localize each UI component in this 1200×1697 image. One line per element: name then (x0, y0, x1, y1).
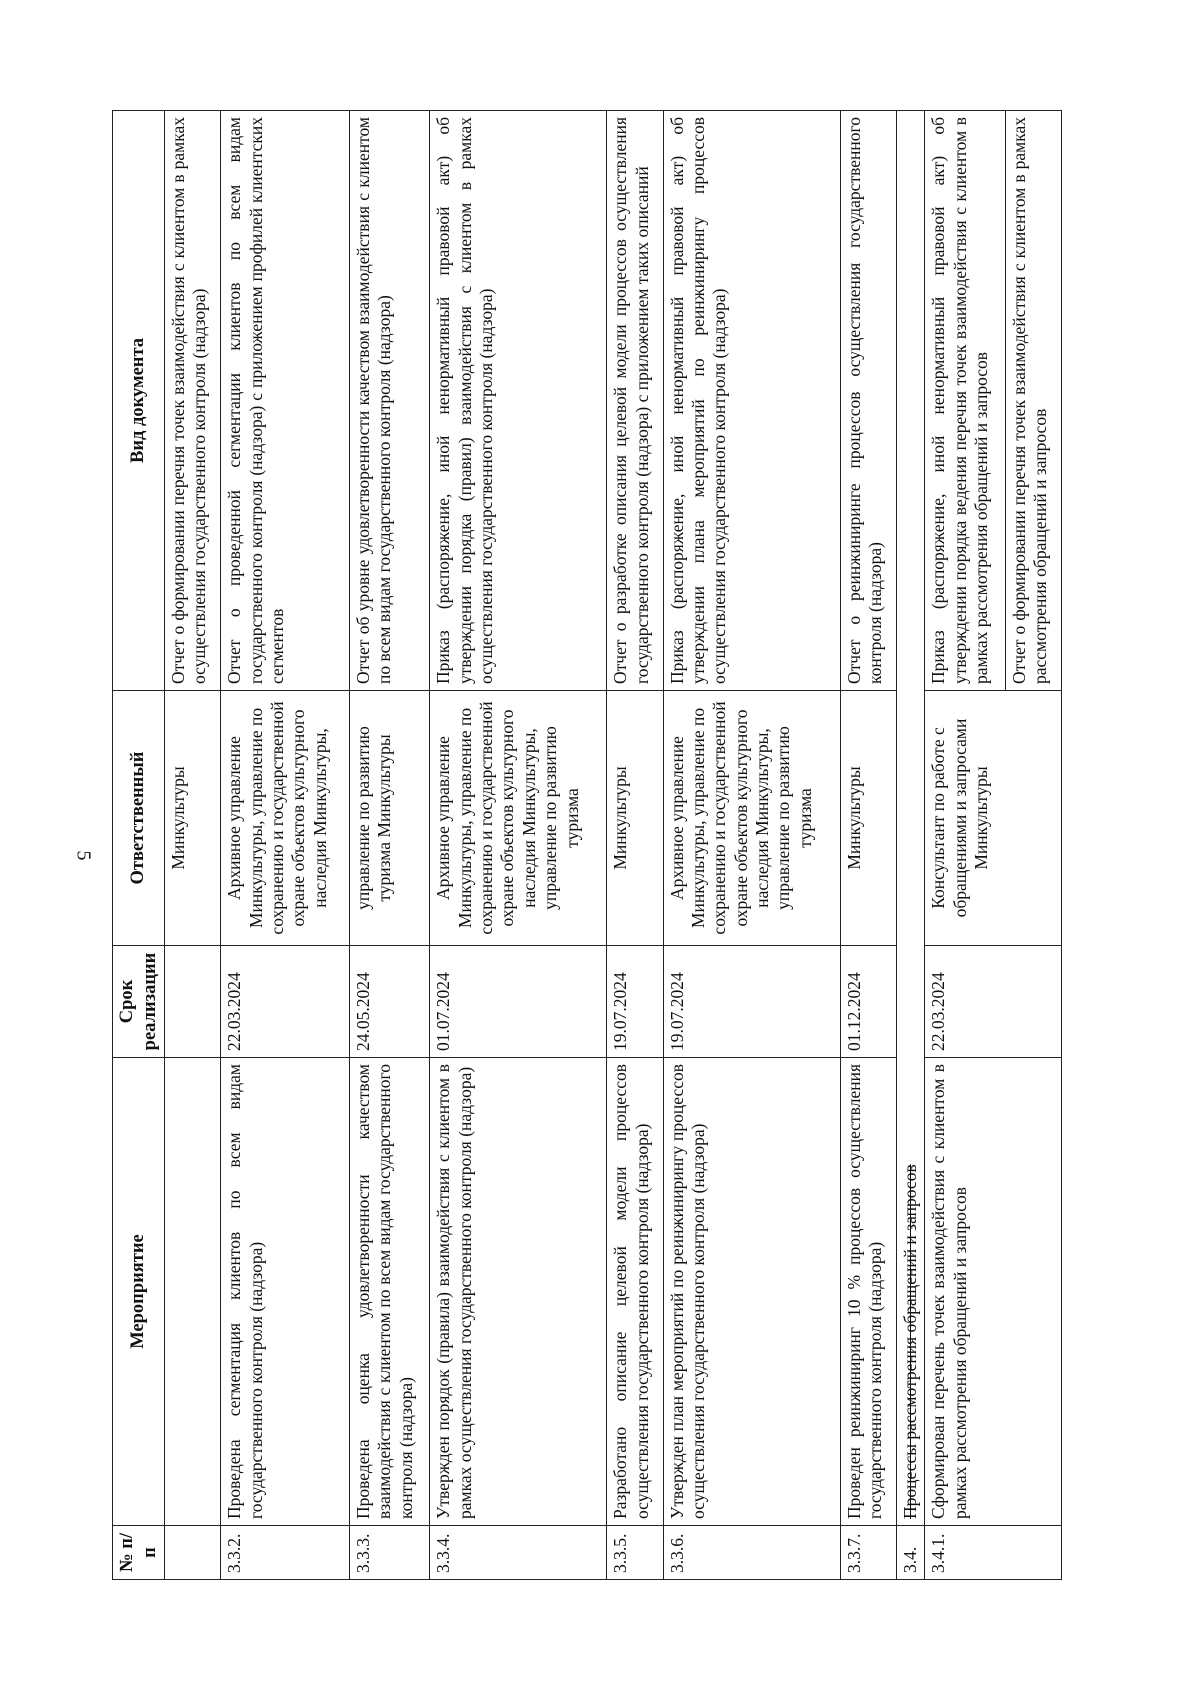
cell-document: Отчет о формировании перечня точек взаимодействия с клиентом в рамках рассмотрения обращений и запросов (1005, 111, 1061, 691)
cell-event: Утвержден порядок (правила) взаимодействия с клиентом в рамках осуществления государственного контроля (надзора) (430, 1058, 607, 1526)
table-row (840, 111, 896, 1580)
cell-num: 3.3.7. (840, 1526, 896, 1580)
table-row (165, 111, 221, 1580)
cell-num: 3.3.3. (350, 1526, 430, 1580)
cell-responsible: Минкультуры (607, 691, 663, 946)
table-row (350, 111, 430, 1580)
cell-event: Проведена оценка удовлетворенности качеством взаимодействия с клиентом по всем видам государственного контроля (надзора) (350, 1058, 430, 1526)
section-num: 3.4. (896, 1526, 924, 1580)
cell-responsible: Архивное управление Минкультуры, управление по сохранению и государственной охране объектов культурного наследия Минкультуры, управление по развитию туризма (663, 691, 840, 946)
cell-event: Проведен реинжиниринг 10 % процессов осуществления государственного контроля (надзора) (840, 1058, 896, 1526)
table-row (925, 111, 1005, 1580)
cell-document: Отчет о разработке описания целевой модели процессов осуществления государственного контроля (надзора) с приложением таких описаний (607, 111, 663, 691)
cell-responsible: Минкультуры (840, 691, 896, 946)
section-row (896, 111, 924, 1580)
cell-date: 22.03.2024 (925, 946, 1062, 1058)
section-title: Процессы рассмотрения обращений и запросов (896, 111, 924, 1526)
cell-document: Приказ (распоряжение, иной ненормативный правовой акт) об утверждении порядка (правил) взаимодействия с клиентом в рамках осуществления государственного контроля (надзора) (430, 111, 607, 691)
cell-num: 3.3.6. (663, 1526, 840, 1580)
table-row (221, 111, 350, 1580)
cell-date: 19.07.2024 (607, 946, 663, 1058)
cell-event: Проведена сегментация клиентов по всем видам государственного контроля (надзора) (221, 1058, 350, 1526)
cell-date: 01.12.2024 (840, 946, 896, 1058)
cell-event: Разработано описание целевой модели процессов осуществления государственного контроля (надзора) (607, 1058, 663, 1526)
cell-document: Отчет о формировании перечня точек взаимодействия с клиентом в рамках осуществления государственного контроля (надзора) (165, 111, 221, 691)
cell-event: Сформирован перечень точек взаимодействия с клиентом в рамках рассмотрения обращений и запросов (925, 1058, 1062, 1526)
header-responsible: Ответственный (113, 691, 165, 946)
cell-date: 24.05.2024 (350, 946, 430, 1058)
table-row (663, 111, 840, 1580)
cell-responsible: Архивное управление Минкультуры, управление по сохранению и государственной охране объектов культурного наследия Минкультуры, (221, 691, 350, 946)
cell-event (165, 1058, 221, 1526)
cell-responsible: Архивное управление Минкультуры, управление по сохранению и государственной охране объектов культурного наследия Минкультуры, управление по развитию туризма (430, 691, 607, 946)
cell-num: 3.3.5. (607, 1526, 663, 1580)
header-date: Срок реализации (113, 946, 165, 1058)
cell-document: Отчет о реинжиниринге процессов осуществления государственного контроля (надзора) (840, 111, 896, 691)
page-number: 5 (72, 850, 95, 861)
cell-date (165, 946, 221, 1058)
cell-document: Отчет об уровне удовлетворенности качеством взаимодействия с клиентом по всем видам государственного контроля (надзора) (350, 111, 430, 691)
cell-date: 19.07.2024 (663, 946, 840, 1058)
cell-num: 3.3.4. (430, 1526, 607, 1580)
plan-table (112, 110, 1062, 1580)
cell-num: 3.4.1. (925, 1526, 1062, 1580)
cell-date: 01.07.2024 (430, 946, 607, 1058)
header-event: Мероприятие (113, 1058, 165, 1526)
cell-document: Приказ (распоряжение, иной ненормативный правовой акт) об утверждении плана мероприятий по реинжинирингу процессов осуществления государственного контроля (надзора) (663, 111, 840, 691)
header-document: Вид документа (113, 111, 165, 691)
cell-date: 22.03.2024 (221, 946, 350, 1058)
cell-event: Утвержден план мероприятий по реинжинирингу процессов осуществления государственного контроля (надзора) (663, 1058, 840, 1526)
table-row (430, 111, 607, 1580)
rotated-sheet (112, 110, 1062, 1580)
cell-responsible: Консультант по работе с обращениями и запросами Минкультуры (925, 691, 1062, 946)
table-row (607, 111, 663, 1580)
cell-responsible: управление по развитию туризма Минкультуры (350, 691, 430, 946)
cell-num (165, 1526, 221, 1580)
cell-document: Отчет о проведенной сегментации клиентов по всем видам государственного контроля (надзора) с приложением профилей клиентских сегментов (221, 111, 350, 691)
cell-document: Приказ (распоряжение, иной ненормативный правовой акт) об утверждении порядка ведения перечня точек взаимодействия с клиентом в рамках рассмотрения обращений и запросов (925, 111, 1005, 691)
header-num: № п/п (113, 1526, 165, 1580)
cell-num: 3.3.2. (221, 1526, 350, 1580)
cell-responsible: Минкультуры (165, 691, 221, 946)
header-row (113, 111, 165, 1580)
